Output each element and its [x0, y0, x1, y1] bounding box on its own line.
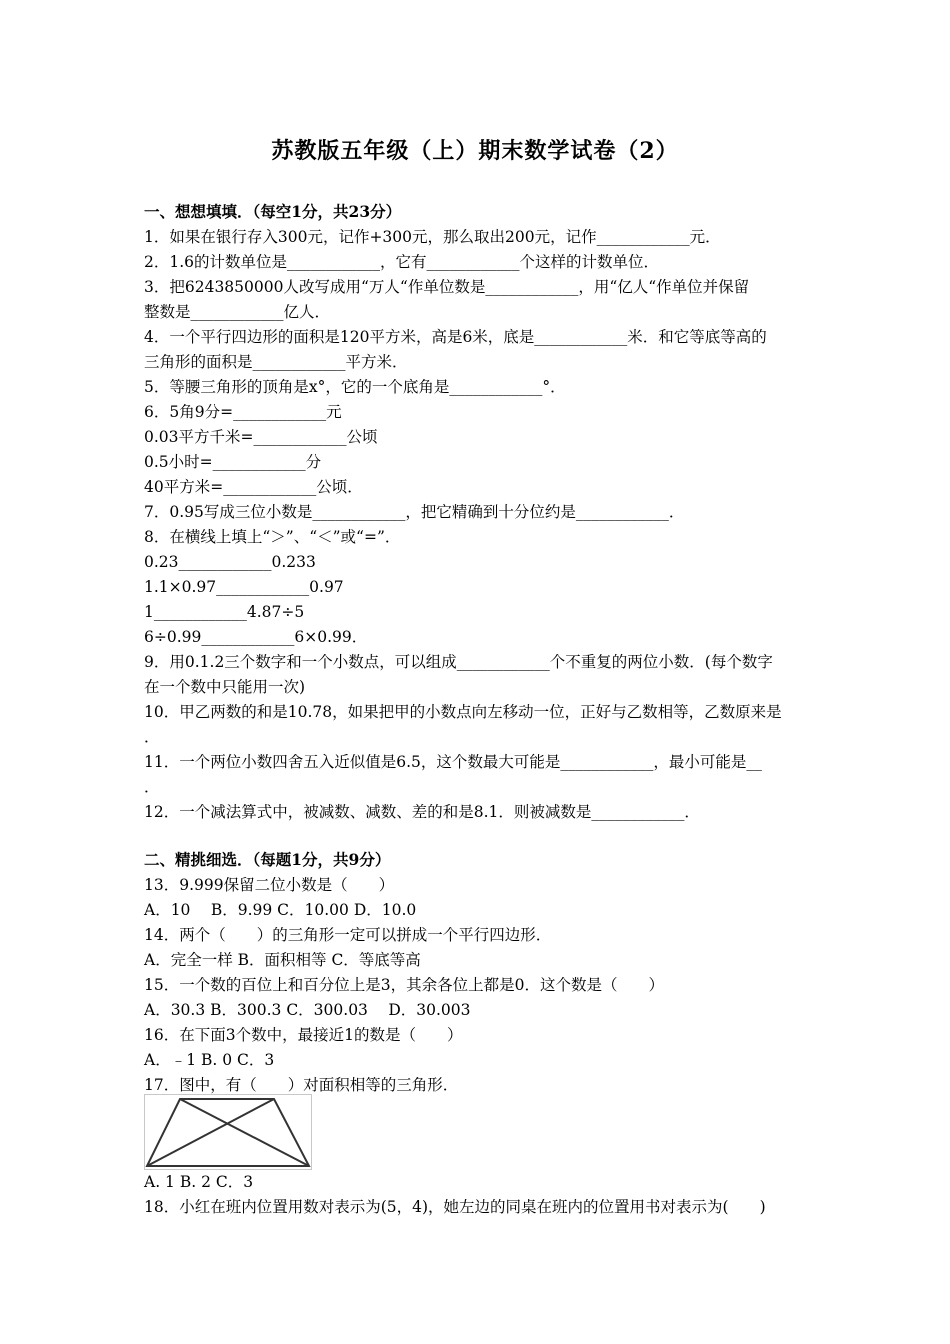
question-line: 11．一个两位小数四舍五入近似值是6.5，这个数最大可能是____________，最小可能是__: [144, 753, 762, 771]
question-line: 15．一个数的百位上和百分位上是3，其余各位上都是0．这个数是（ ）: [144, 976, 664, 994]
question-line: 13．9.999保留二位小数是（ ）: [144, 876, 395, 894]
question-line: A. 1 B. 2 C．3: [144, 1173, 254, 1191]
question-line: 0.23____________0.233: [144, 553, 316, 571]
question-line: A．完全一样 B．面积相等 C．等底等高: [144, 951, 421, 969]
question-line: A．30.3 B．300.3 C．300.03 D．30.003: [144, 1001, 471, 1019]
question-line: 三角形的面积是____________平方米．: [144, 353, 408, 371]
diagonal-line: [180, 1099, 309, 1166]
trapezoid-outline: [147, 1099, 309, 1166]
page-title: 苏教版五年级（上）期末数学试卷（2）: [271, 138, 679, 164]
section-1-heading: 一、想想填填．（每空1分，共23分）: [144, 202, 402, 221]
question-line: 1．如果在银行存入300元，记作+300元，那么取出200元，记作____________元．: [144, 228, 721, 246]
diagram-frame: [145, 1095, 312, 1170]
question-line: 16．在下面3个数中，最接近1的数是（ ）: [144, 1026, 463, 1044]
question-line: 3．把6243850000人改写成用“万人“作单位数是____________，用“亿人“作单位并保留: [144, 278, 750, 296]
question-line: A．﹣1 B. 0 C．3: [144, 1051, 275, 1069]
question-line: 2．1.6的计数单位是____________，它有____________个这样的计数单位．: [144, 253, 660, 271]
question-line: 1.1×0.97____________0.97: [144, 578, 344, 596]
question-line: 9．用0.1.2三个数字和一个小数点，可以组成____________个不重复的两位小数．(每个数字: [144, 653, 773, 671]
question-line: 8．在横线上填上“＞”、“＜”或“=”．: [144, 528, 401, 546]
question-line: 在一个数中只能用一次): [144, 678, 306, 696]
question-line: A．10 B．9.99 C．10.00 D．10.0: [144, 901, 417, 919]
question-line: 17．图中，有（ ）对面积相等的三角形．: [144, 1076, 459, 1094]
question-line: 0.5小时=____________分: [144, 453, 322, 471]
question-line: 12．一个减法算式中，被减数、减数、差的和是8.1．则被减数是____________．: [144, 803, 700, 821]
question-line: 10．甲乙两数的和是10.78，如果把甲的小数点向左移动一位，正好与乙数相等，乙数原来是: [144, 703, 782, 721]
section-2-heading: 二、精挑细选．（每题1分，共9分）: [144, 850, 391, 869]
question-line: 5．等腰三角形的顶角是x°，它的一个底角是____________°．: [144, 378, 566, 396]
question-line: 4．一个平行四边形的面积是120平方米，高是6米，底是____________米．和它等底等高的: [144, 328, 767, 346]
diagonal-line: [147, 1099, 274, 1166]
question-line: 6．5角9分=____________元: [144, 403, 342, 421]
question-line: ．: [144, 728, 160, 746]
question-line: 40平方米=____________公顷．: [144, 478, 363, 496]
question-line: 18．小红在班内位置用数对表示为(5，4)，她左边的同桌在班内的位置用书对表示为( ): [144, 1198, 766, 1216]
question-line: 整数是____________亿人．: [144, 303, 331, 321]
question-line: 14．两个（ ）的三角形一定可以拼成一个平行四边形．: [144, 926, 552, 944]
trapezoid-diagram: [144, 1094, 312, 1170]
question-line: 6÷0.99____________6×0.99．: [144, 628, 368, 646]
question-line: ．: [144, 778, 160, 796]
question-line: 7．0.95写成三位小数是____________，把它精确到十分位约是____________．: [144, 503, 685, 521]
question-line: 0.03平方千米=____________公顷: [144, 428, 378, 446]
question-line: 1____________4.87÷5: [144, 603, 305, 621]
